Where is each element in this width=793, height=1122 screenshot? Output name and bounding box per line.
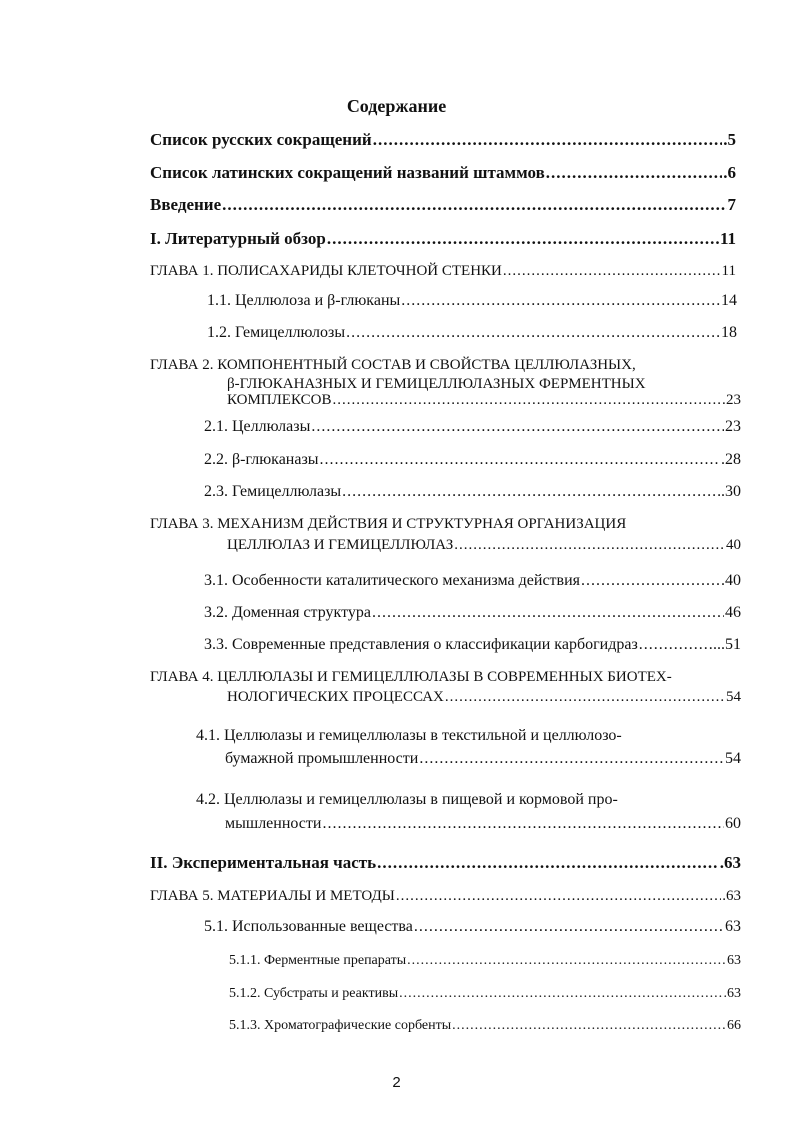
toc-entry-section-5-1-2[interactable]: 5.1.2. Субстраты и реактивы ..... .63 <box>229 983 741 1005</box>
toc-entry-chapter-3-line-1[interactable]: ГЛАВА 3. МЕХАНИЗМ ДЕЙСТВИЯ И СТРУКТУРНАЯ ОРГАНИЗАЦИЯ <box>150 516 627 532</box>
toc-entry-section-5-1-1[interactable]: 5.1.1. Ферментные препараты ..... 63 <box>229 950 741 972</box>
toc-entry-chapter-1[interactable]: ГЛАВА 1. ПОЛИСАХАРИДЫ КЛЕТОЧНОЙ СТЕНКИ ..... 11 <box>150 260 736 282</box>
toc-entry-section-1-1[interactable]: 1.1. Целлюлоза и β-глюканы ..... 14 <box>207 290 737 312</box>
toc-entry-section-4-2-line-1[interactable]: 4.2. Целлюлазы и гемицеллюлазы в пищевой и кормовой про- <box>196 791 618 808</box>
toc-entry-introduction[interactable]: Введение ..... 7 <box>150 194 736 216</box>
toc-entry-chapter-4-line-1[interactable]: ГЛАВА 4. ЦЕЛЛЮЛАЗЫ И ГЕМИЦЕЛЛЮЛАЗЫ В СОВРЕМЕННЫХ БИОТЕХ- <box>150 669 672 685</box>
toc-entry-part-2[interactable]: II. Экспериментальная часть ..... .63 <box>150 852 741 874</box>
toc-entry-section-2-2[interactable]: 2.2. β-глюканазы ..... .28 <box>204 449 741 471</box>
toc-entry-section-3-1[interactable]: 3.1. Особенности каталитического механизма действия ..... 40 <box>204 570 741 592</box>
toc-entry-latin-abbreviations[interactable]: Список латинских сокращений названий штаммов ..... .6 <box>150 162 736 184</box>
page-number: 2 <box>392 1074 401 1091</box>
toc-entry-chapter-4-line-2[interactable]: НОЛОГИЧЕСКИХ ПРОЦЕССАХ ..... 54 <box>227 686 741 708</box>
toc-entry-part-1[interactable]: I. Литературный обзор ..... 11 <box>150 228 736 250</box>
toc-entry-chapter-3-line-2[interactable]: ЦЕЛЛЮЛАЗ И ГЕМИЦЕЛЛЮЛАЗ ..... 40 <box>227 534 741 556</box>
toc-entry-section-3-3[interactable]: 3.3. Современные представления о классификации карбогидраз ..... ...51 <box>204 634 741 656</box>
page-title: Содержание <box>346 96 447 116</box>
toc-entry-chapter-5[interactable]: ГЛАВА 5. МАТЕРИАЛЫ И МЕТОДЫ ..... .63 <box>150 885 741 907</box>
toc-entry-section-3-2[interactable]: 3.2. Доменная структура ..... 46 <box>204 602 741 624</box>
toc-entry-section-5-1[interactable]: 5.1. Использованные вещества ..... 63 <box>204 916 741 938</box>
toc-entry-section-4-1-line-2[interactable]: бумажной промышленности ..... 54 <box>225 748 741 770</box>
toc-entry-section-1-2[interactable]: 1.2. Гемицеллюлозы ..... 18 <box>207 322 737 344</box>
toc-entry-chapter-2-line-3[interactable]: КОМПЛЕКСОВ ..... 23 <box>227 389 741 411</box>
toc-entry-russian-abbreviations[interactable]: Список русских сокращений ..... .5 <box>150 129 736 151</box>
toc-entry-chapter-2-line-2[interactable]: β-ГЛЮКАНАЗНЫХ И ГЕМИЦЕЛЛЮЛАЗНЫХ ФЕРМЕНТНЫХ <box>227 376 646 392</box>
toc-entry-section-5-1-3[interactable]: 5.1.3. Хроматографические сорбенты ..... 66 <box>229 1015 741 1037</box>
toc-entry-section-2-3[interactable]: 2.3. Гемицеллюлазы ..... .30 <box>204 481 741 503</box>
toc-entry-section-4-1-line-1[interactable]: 4.1. Целлюлазы и гемицеллюлазы в текстильной и целлюлозо- <box>196 727 622 744</box>
toc-entry-section-4-2-line-2[interactable]: мышленности ..... 60 <box>225 813 741 835</box>
toc-entry-chapter-2-line-1[interactable]: ГЛАВА 2. КОМПОНЕНТНЫЙ СОСТАВ И СВОЙСТВА ЦЕЛЛЮЛАЗНЫХ, <box>150 357 636 373</box>
toc-entry-section-2-1[interactable]: 2.1. Целлюлазы ..... 23 <box>204 416 741 438</box>
